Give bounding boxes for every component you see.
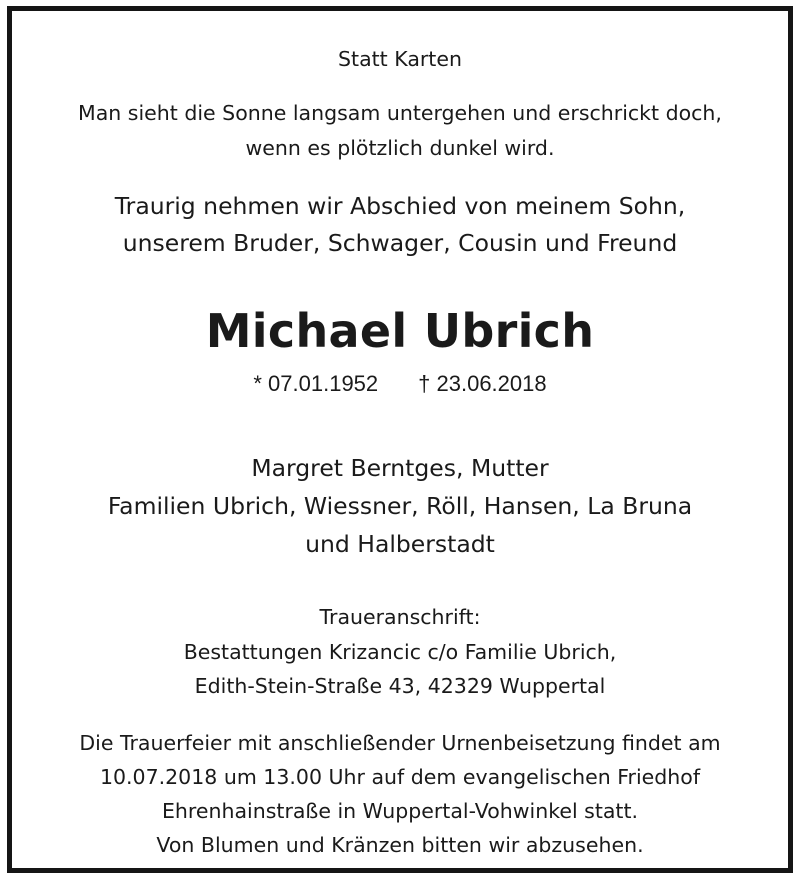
ceremony-line-3: Ehrenhainstraße in Wuppertal-Vohwinkel statt. (161, 799, 639, 823)
address-line-1: Bestattungen Krizancic c/o Familie Ubrich, (183, 640, 617, 664)
quote-line-2: wenn es plötzlich dunkel wird. (245, 136, 555, 160)
ceremony-line-1: Die Trauerfeier mit anschließender Urnenbeisetzung findet am (79, 731, 721, 755)
mourner-line-2: Familien Ubrich, Wiessner, Röll, Hansen, La Bruna (107, 492, 693, 520)
mourner-line-1: Margret Berntges, Mutter (251, 454, 549, 482)
life-dates (12, 373, 788, 395)
ceremony-line-4: Von Blumen und Kränzen bitten wir abzusehen. (156, 833, 644, 857)
address-line-2: Edith-Stein-Straße 43, 42329 Wuppertal (194, 674, 606, 698)
intro-line-2: unserem Bruder, Schwager, Cousin und Freund (122, 229, 678, 257)
intro-line-1: Traurig nehmen wir Abschied von meinem Sohn, (114, 192, 686, 220)
quote-line-1: Man sieht die Sonne langsam untergehen und erschrickt doch, (78, 101, 722, 125)
obituary-notice (7, 6, 793, 873)
birth-date: * 07.01.1952 (253, 371, 379, 396)
address-label: Traueranschrift: (319, 605, 481, 629)
deceased-name: Michael Ubrich (205, 304, 595, 358)
ceremony-line-2: 10.07.2018 um 13.00 Uhr auf dem evangelischen Friedhof (99, 765, 701, 789)
death-date: † 23.06.2018 (418, 371, 547, 396)
mourner-line-3: und Halberstadt (305, 530, 495, 558)
header-statt-karten: Statt Karten (338, 47, 462, 71)
